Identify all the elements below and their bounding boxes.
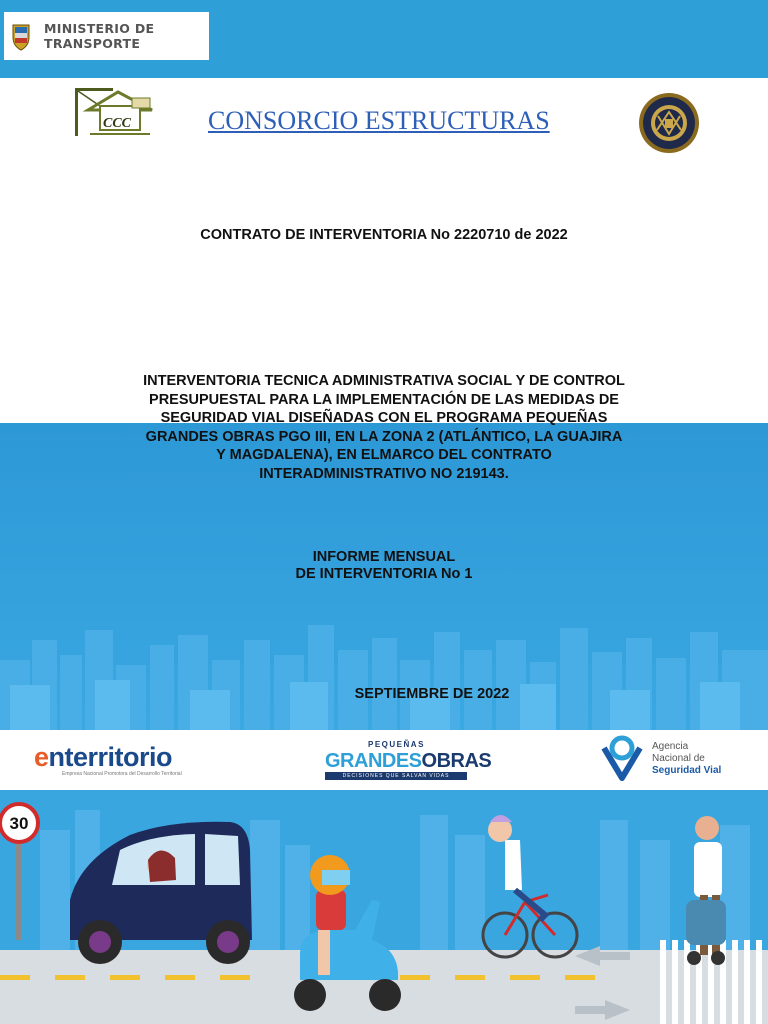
- consortium-title: CONSORCIO ESTRUCTURAS: [208, 106, 550, 135]
- report-date: SEPTIEMBRE DE 2022: [354, 686, 510, 702]
- ccc-logo-text: CCC: [103, 116, 132, 131]
- report-title-line-2: DE INTERVENTORIA No 1: [295, 566, 473, 582]
- ansv-logo-icon: [600, 734, 644, 784]
- ministry-line-2: TRANSPORTE: [44, 36, 141, 51]
- masonic-seal-icon: [638, 92, 700, 154]
- ccc-logo: [70, 84, 165, 140]
- enterritorio-subtitle: Empresa Nacional Promotora del Desarrollo Territorial: [62, 771, 182, 777]
- ansv-line-3: Seguridad Vial: [652, 765, 722, 776]
- report-title-line-1: INFORME MENSUAL: [312, 549, 456, 565]
- pgo-logo-big: [325, 750, 491, 773]
- ansv-line-1: Agencia: [652, 741, 689, 752]
- city-skyline: [0, 610, 768, 730]
- ministry-line-1: MINISTERIO DE: [44, 21, 155, 36]
- pgo-logo-grandes: GRANDES: [325, 750, 422, 772]
- contract-object: INTERVENTORIA TECNICA ADMINISTRATIVA SOCIAL Y DE CONTROL PRESUPUESTAL PARA LA IMPLEMENTACIÓN DE LAS MEDIDAS DE SEGURIDAD VIAL DISEÑADAS CON EL PROGRAMA PEQUEÑAS GRANDES OBRAS PGO III, EN LA ZONA 2 (ATLÁNTICO, LA GUAJIRA Y MAGDALENA), EN ELMARCO DEL CONTRATO INTERADMINISTRATIVO NO 219143.: [143, 373, 625, 482]
- ministerio-transporte-logo: [4, 12, 209, 60]
- ansv-logo-text: [652, 741, 721, 777]
- road-safety-illustration: [0, 790, 768, 1024]
- colombia-coat-of-arms-icon: [10, 21, 32, 51]
- enterritorio-logo: [34, 742, 172, 773]
- enterritorio-logo-text: nterritorio: [48, 742, 173, 772]
- contract-number: CONTRATO DE INTERVENTORIA No 2220710 de 2022: [200, 227, 568, 243]
- enterritorio-logo-e: e: [34, 742, 49, 772]
- pgo-logo-obras: OBRAS: [421, 750, 492, 772]
- ansv-line-2: Nacional de: [652, 753, 705, 764]
- report-title: [0, 549, 768, 583]
- pgo-logo-small: PEQUEÑAS: [368, 740, 425, 749]
- pgo-logo-tagline: DECISIONES QUE SALVAN VIDAS: [325, 772, 467, 780]
- speed-limit-value: 30: [9, 814, 29, 833]
